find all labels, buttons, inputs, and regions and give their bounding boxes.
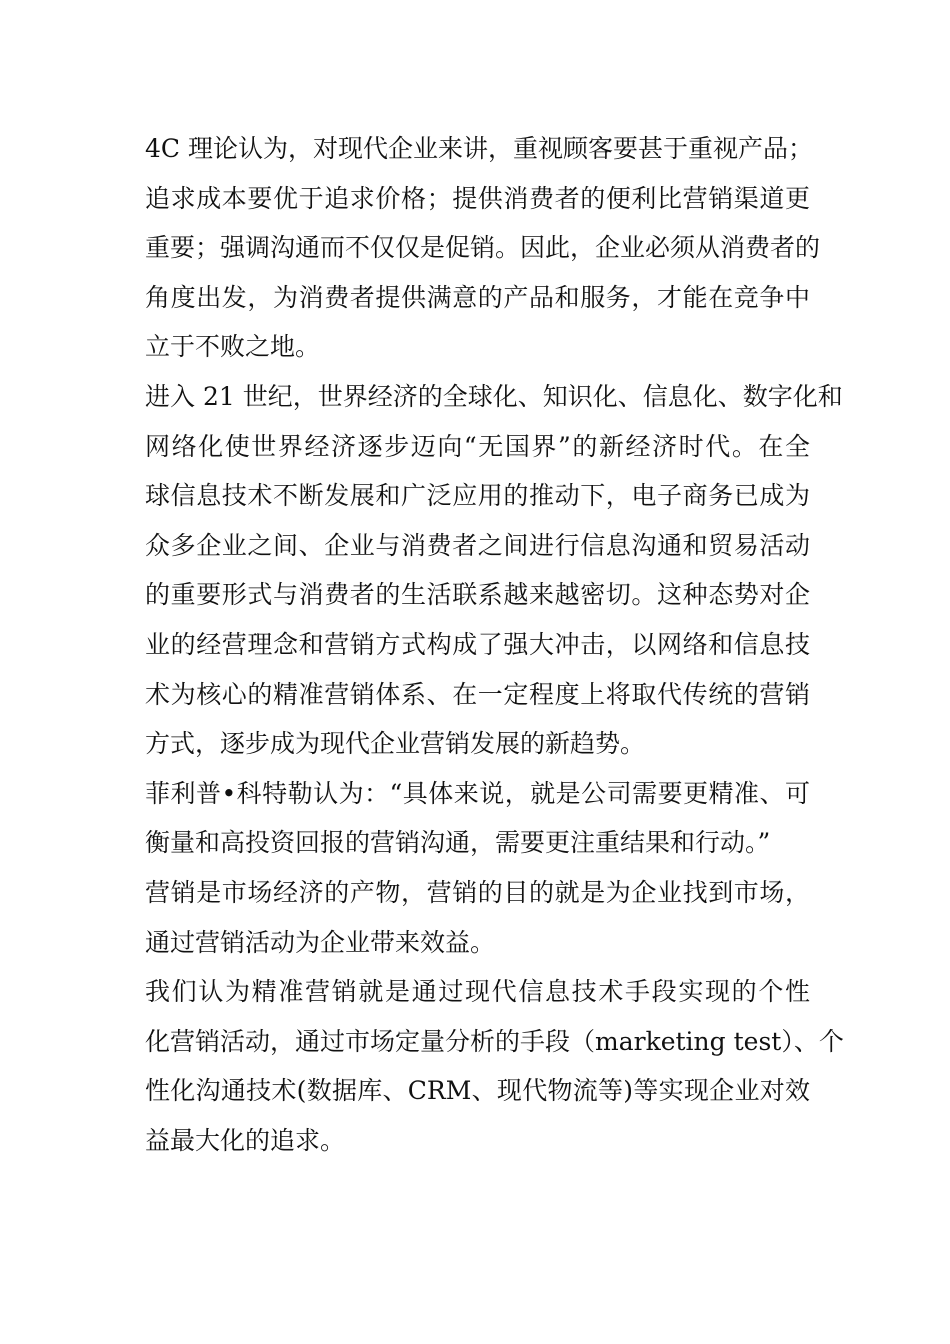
- text-line: 方式，逐步成为现代企业营销发展的新趋势。: [145, 729, 646, 759]
- paragraph-4c-theory: [145, 124, 821, 372]
- text-line: 我们认为精准营销就是通过现代信息技术手段实现的个性: [145, 977, 810, 1007]
- text-line: 众多企业之间、企业与消费者之间进行信息沟通和贸易活动: [145, 530, 810, 560]
- text-line: 术为核心的精准营销体系、在一定程度上将取代传统的营销: [145, 679, 810, 709]
- text-line: 通过营销活动为企业带来效益。: [145, 927, 496, 957]
- text-line: 角度出发，为消费者提供满意的产品和服务，才能在竞争中: [145, 282, 810, 312]
- text-line: 立于不败之地。: [145, 332, 321, 362]
- text-line: 益最大化的追求。: [145, 1125, 346, 1155]
- text-line: 业的经营理念和营销方式构成了强大冲击，以网络和信息技: [145, 629, 810, 659]
- text-line: 网络化使世界经济逐步迈向“无国界”的新经济时代。在全: [145, 431, 810, 461]
- paragraph-21st-century: [145, 372, 843, 769]
- text-line: 球信息技术不断发展和广泛应用的推动下，电子商务已成为: [145, 481, 810, 511]
- text-line: 衡量和高投资回报的营销沟通，需要更注重结果和行动。”: [145, 828, 771, 858]
- text-line: 性化沟通技术(数据库、CRM、现代物流等)等实现企业对效: [145, 1076, 810, 1106]
- text-line: 进入 21 世纪，世界经济的全球化、知识化、信息化、数字化和: [145, 381, 843, 411]
- text-line: 4C 理论认为，对现代企业来讲，重视顾客要甚于重视产品；: [145, 134, 813, 163]
- paragraph-precision-marketing: [145, 967, 844, 1165]
- text-line: 化营销活动，通过市场定量分析的手段（marketing test）、个: [145, 1026, 844, 1056]
- paragraph-marketing-definition: [145, 868, 810, 967]
- text-line: 菲利普•科特勒认为：“具体来说，就是公司需要更精准、可: [145, 778, 810, 808]
- paragraph-kotler-quote: [145, 769, 810, 868]
- text-line: 重要；强调沟通而不仅仅是促销。因此，企业必须从消费者的: [145, 233, 821, 263]
- text-line: 追求成本要优于追求价格；提供消费者的便利比营销渠道更: [145, 183, 810, 213]
- text-line: 营销是市场经济的产物，营销的目的就是为企业找到市场，: [145, 877, 810, 907]
- document-body: [145, 124, 844, 1165]
- text-line: 的重要形式与消费者的生活联系越来越密切。这种态势对企: [145, 580, 810, 610]
